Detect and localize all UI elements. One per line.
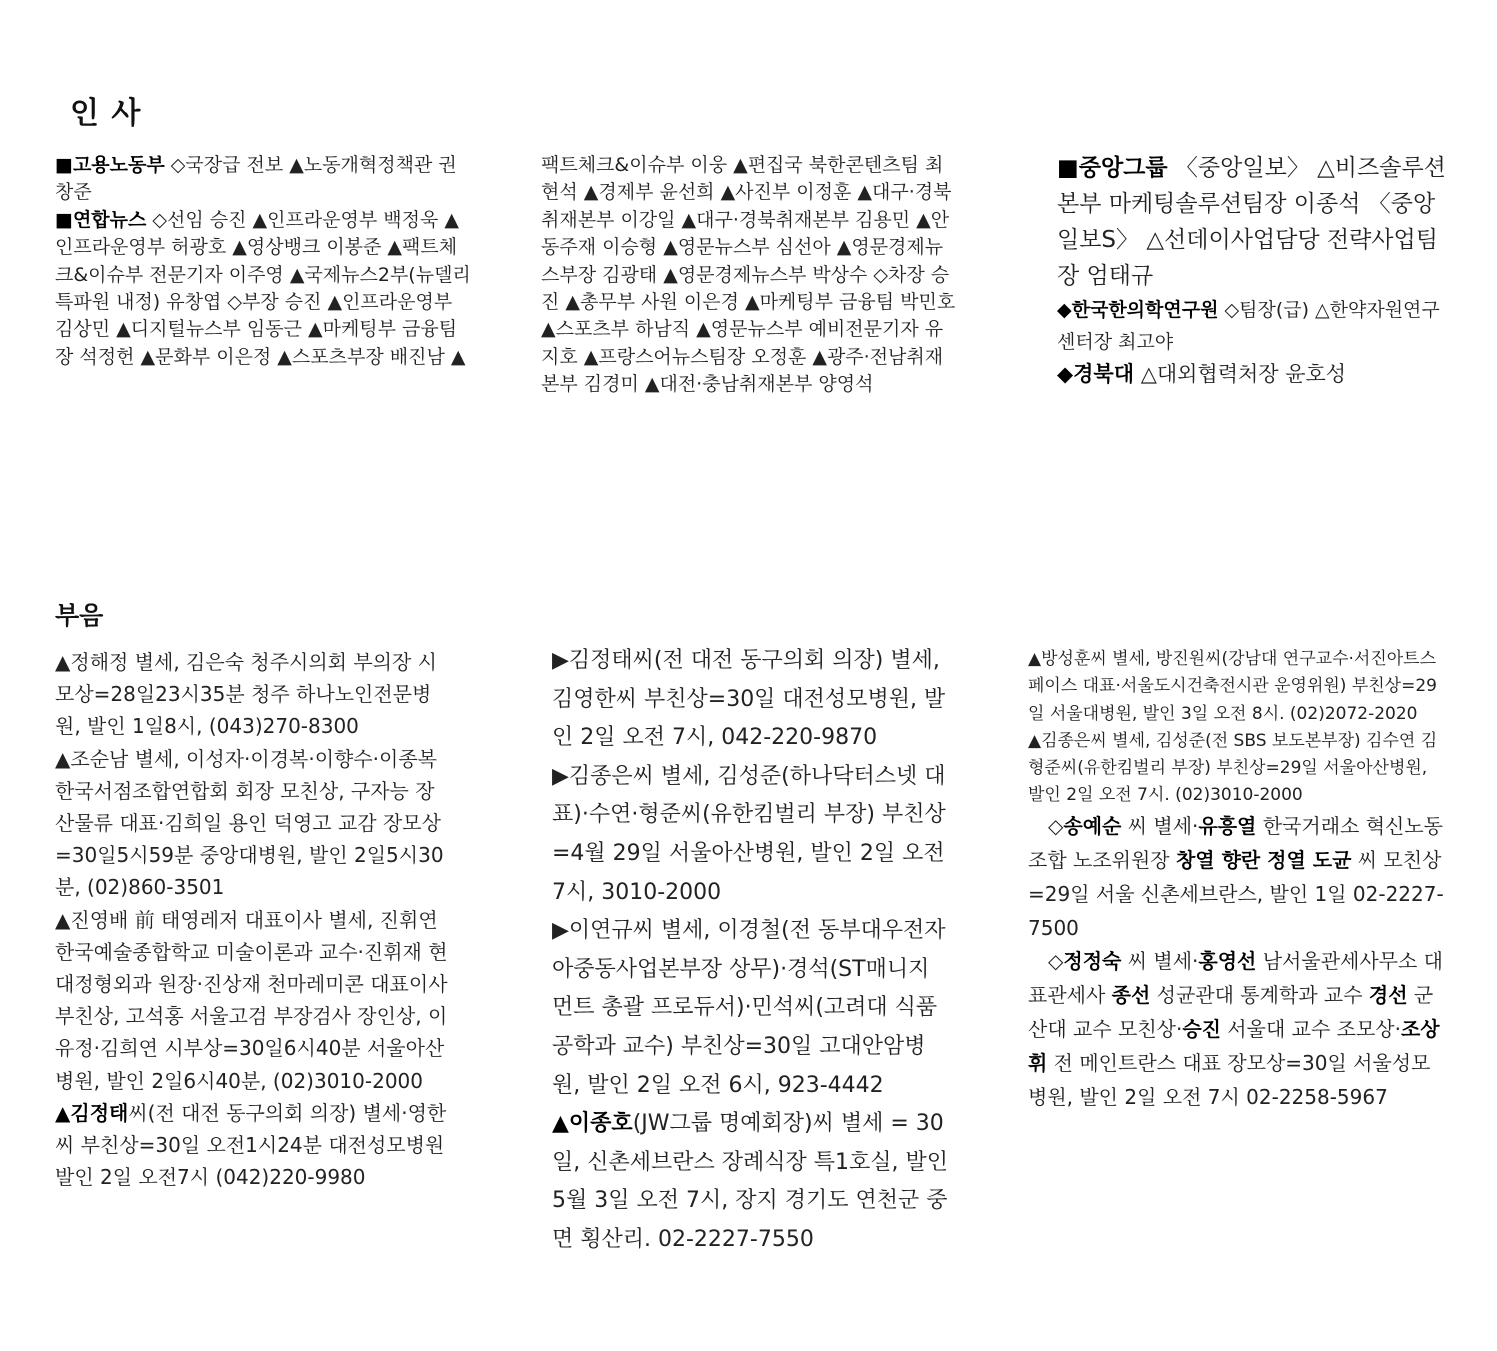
obituary-column-3 — [1028, 646, 1448, 1115]
obituary-entry: ◇송예순 씨 별세·유흥열 한국거래소 혁신노동조합 노조위원장 창열 향란 정열 도균 씨 모친상=29일 서울 신촌세브란스, 발인 1일 02-2227-7500 — [1028, 813, 1444, 940]
deceased-name: ▲김정태 — [55, 1100, 129, 1125]
personnel-entry: 팩트체크&이슈부 이웅 ▲편집국 북한콘텐츠팀 최현석 ▲경제부 윤선희 ▲사진부 이정훈 ▲대구·경북취재본부 이강일 ▲대구·경북취재본부 김용민 ▲안동주재 이승형 ▲영문뉴스부 심선아 ▲영문경제뉴스부장 김광태 ▲영문경제뉴스부 박상수 ◇차장 승진 ▲총무부 사원 이은경 ▲마케팅부 금융팀 박민호 ▲스포츠부 하남직 ▲영문뉴스부 예비전문기자 유지호 ▲프랑스어뉴스팀장 오정훈 ▲광주·전남취재본부 김경미 ▲대전·충남취재본부 양영석 — [541, 154, 956, 396]
personnel-column-2 — [541, 152, 959, 399]
obituary-entry: ▲김종은씨 별세, 김성준(전 SBS 보도본부장) 김수연 김형준씨(유한킴벌리 부장) 부친상=29일 서울아산병원, 발인 2일 오전 7시. (02)3010-2000 — [1028, 730, 1438, 806]
personnel-entry: ◆한국한의학연구원 ◇팀장(급) △한약자원연구센터장 최고야 — [1057, 299, 1440, 353]
personnel-column-1 — [55, 152, 473, 371]
personnel-entry: ■연합뉴스 ◇선임 승진 ▲인프라운영부 백정욱 ▲인프라운영부 허광호 ▲영상뱅크 이봉준 ▲팩트체크&이슈부 전문기자 이주영 ▲국제뉴스2부(뉴델리특파원 내정) 유창엽 ◇부장 승진 ▲인프라운영부 김상민 ▲디지털뉴스부 임동근 ▲마케팅부 금융팀장 석정헌 ▲문화부 이은정 ▲스포츠부장 배진남 ▲ — [55, 208, 471, 368]
obituary-entry: ▲방성훈씨 별세, 방진원씨(강남대 연구교수·서진아트스페이스 대표·서울도시건축전시관 운영위원) 부친상=29일 서울대병원, 발인 3일 오전 8시. (02)2072-2020 — [1028, 649, 1437, 724]
obituary-entry: ◇정정숙 씨 별세·홍영선 남서울관세사무소 대표관세사 종선 성균관대 통계학과 교수 경선 군산대 교수 모친상·승진 서울대 교수 조모상·조상휘 전 메인트란스 대표 장모상=30일 서울성모병원, 발인 2일 오전 7시 02-2258-5967 — [1028, 949, 1443, 1110]
obituary-entry: ▶김정태씨(전 대전 동구의회 의장) 별세, 김영한씨 부친상=30일 대전성모병원, 발인 2일 오전 7시, 042-220-9870 — [552, 648, 946, 751]
obituary-column-1 — [55, 646, 453, 1193]
obituary-entry: ▲김정태씨(전 대전 동구의회 의장) 별세·영한씨 부친상=30일 오전1시24분 대전성모병원 발인 2일 오전7시 (042)220-9980 — [55, 1100, 447, 1190]
obituary-entry: ▶김종은씨 별세, 김성준(하나닥터스넷 대표)·수연·형준씨(유한킴벌리 부장) 부친상=4월 29일 서울아산병원, 발인 2일 오전 7시, 3010-2000 — [552, 763, 946, 905]
personnel-column-3 — [1057, 150, 1452, 390]
personnel-entry: ◆경북대 △대외협력처장 윤호성 — [1057, 362, 1347, 386]
personnel-heading: 인 사 — [70, 96, 142, 131]
obituary-heading: 부음 — [55, 601, 104, 630]
org-name: ◆한국한의학연구원 — [1057, 299, 1219, 321]
personnel-entry: ■고용노동부 ◇국장급 전보 ▲노동개혁정책관 권창준 — [55, 154, 457, 204]
org-name: ■연합뉴스 — [55, 208, 147, 231]
personnel-entry: ■중앙그룹 〈중앙일보〉 △비즈솔루션본부 마케팅솔루션팀장 이종석 〈중앙일보S〉 △선데이사업담당 전략사업팀장 엄태규 — [1057, 155, 1446, 289]
obituary-entry: ▲진영배 前 태영레저 대표이사 별세, 진휘연 한국예술종합학교 미술이론과 교수·진휘재 현대정형외과 원장·진상재 천마레미콘 대표이사 부친상, 고석홍 서울고검 부장검사 장인상, 이유정·김희연 시부상=30일6시40분 서울아산병원, 발인 2일6시40분, (02)3010-2000 — [55, 907, 448, 1093]
org-name: ■중앙그룹 — [1057, 155, 1168, 181]
obituary-entry: ▶이연규씨 별세, 이경철(전 동부대우전자 아중동사업본부장 상무)·경석(ST매니지먼트 총괄 프로듀서)·민석씨(고려대 식품공학과 교수) 부친상=30일 고대안암병원, 발인 2일 오전 6시, 923-4442 — [552, 918, 946, 1098]
deceased-name: ▲이종호 — [552, 1111, 633, 1137]
org-name: ■고용노동부 — [55, 154, 165, 176]
obituary-entry: ▲정해정 별세, 김은숙 청주시의회 부의장 시모상=28일23시35분 청주 하나노인전문병원, 발인 1일8시, (043)270-8300 — [55, 650, 437, 739]
obituary-entry: ▲조순남 별세, 이성자·이경복·이향수·이종복 한국서점조합연합회 회장 모친상, 구자능 장산물류 대표·김희일 용인 덕영고 교감 장모상=30일5시59분 중앙대병원, 발인 2일5시30분, (02)860-3501 — [55, 746, 444, 900]
obituary-column-2 — [552, 642, 950, 1260]
obituary-entry: ▲이종호(JW그룹 명예회장)씨 별세 = 30일, 신촌세브란스 장례식장 특1호실, 발인 5월 3일 오전 7시, 장지 경기도 연천군 중면 횡산리. 02-2227-7550 — [552, 1111, 948, 1252]
org-name: ◆경북대 — [1057, 362, 1135, 386]
